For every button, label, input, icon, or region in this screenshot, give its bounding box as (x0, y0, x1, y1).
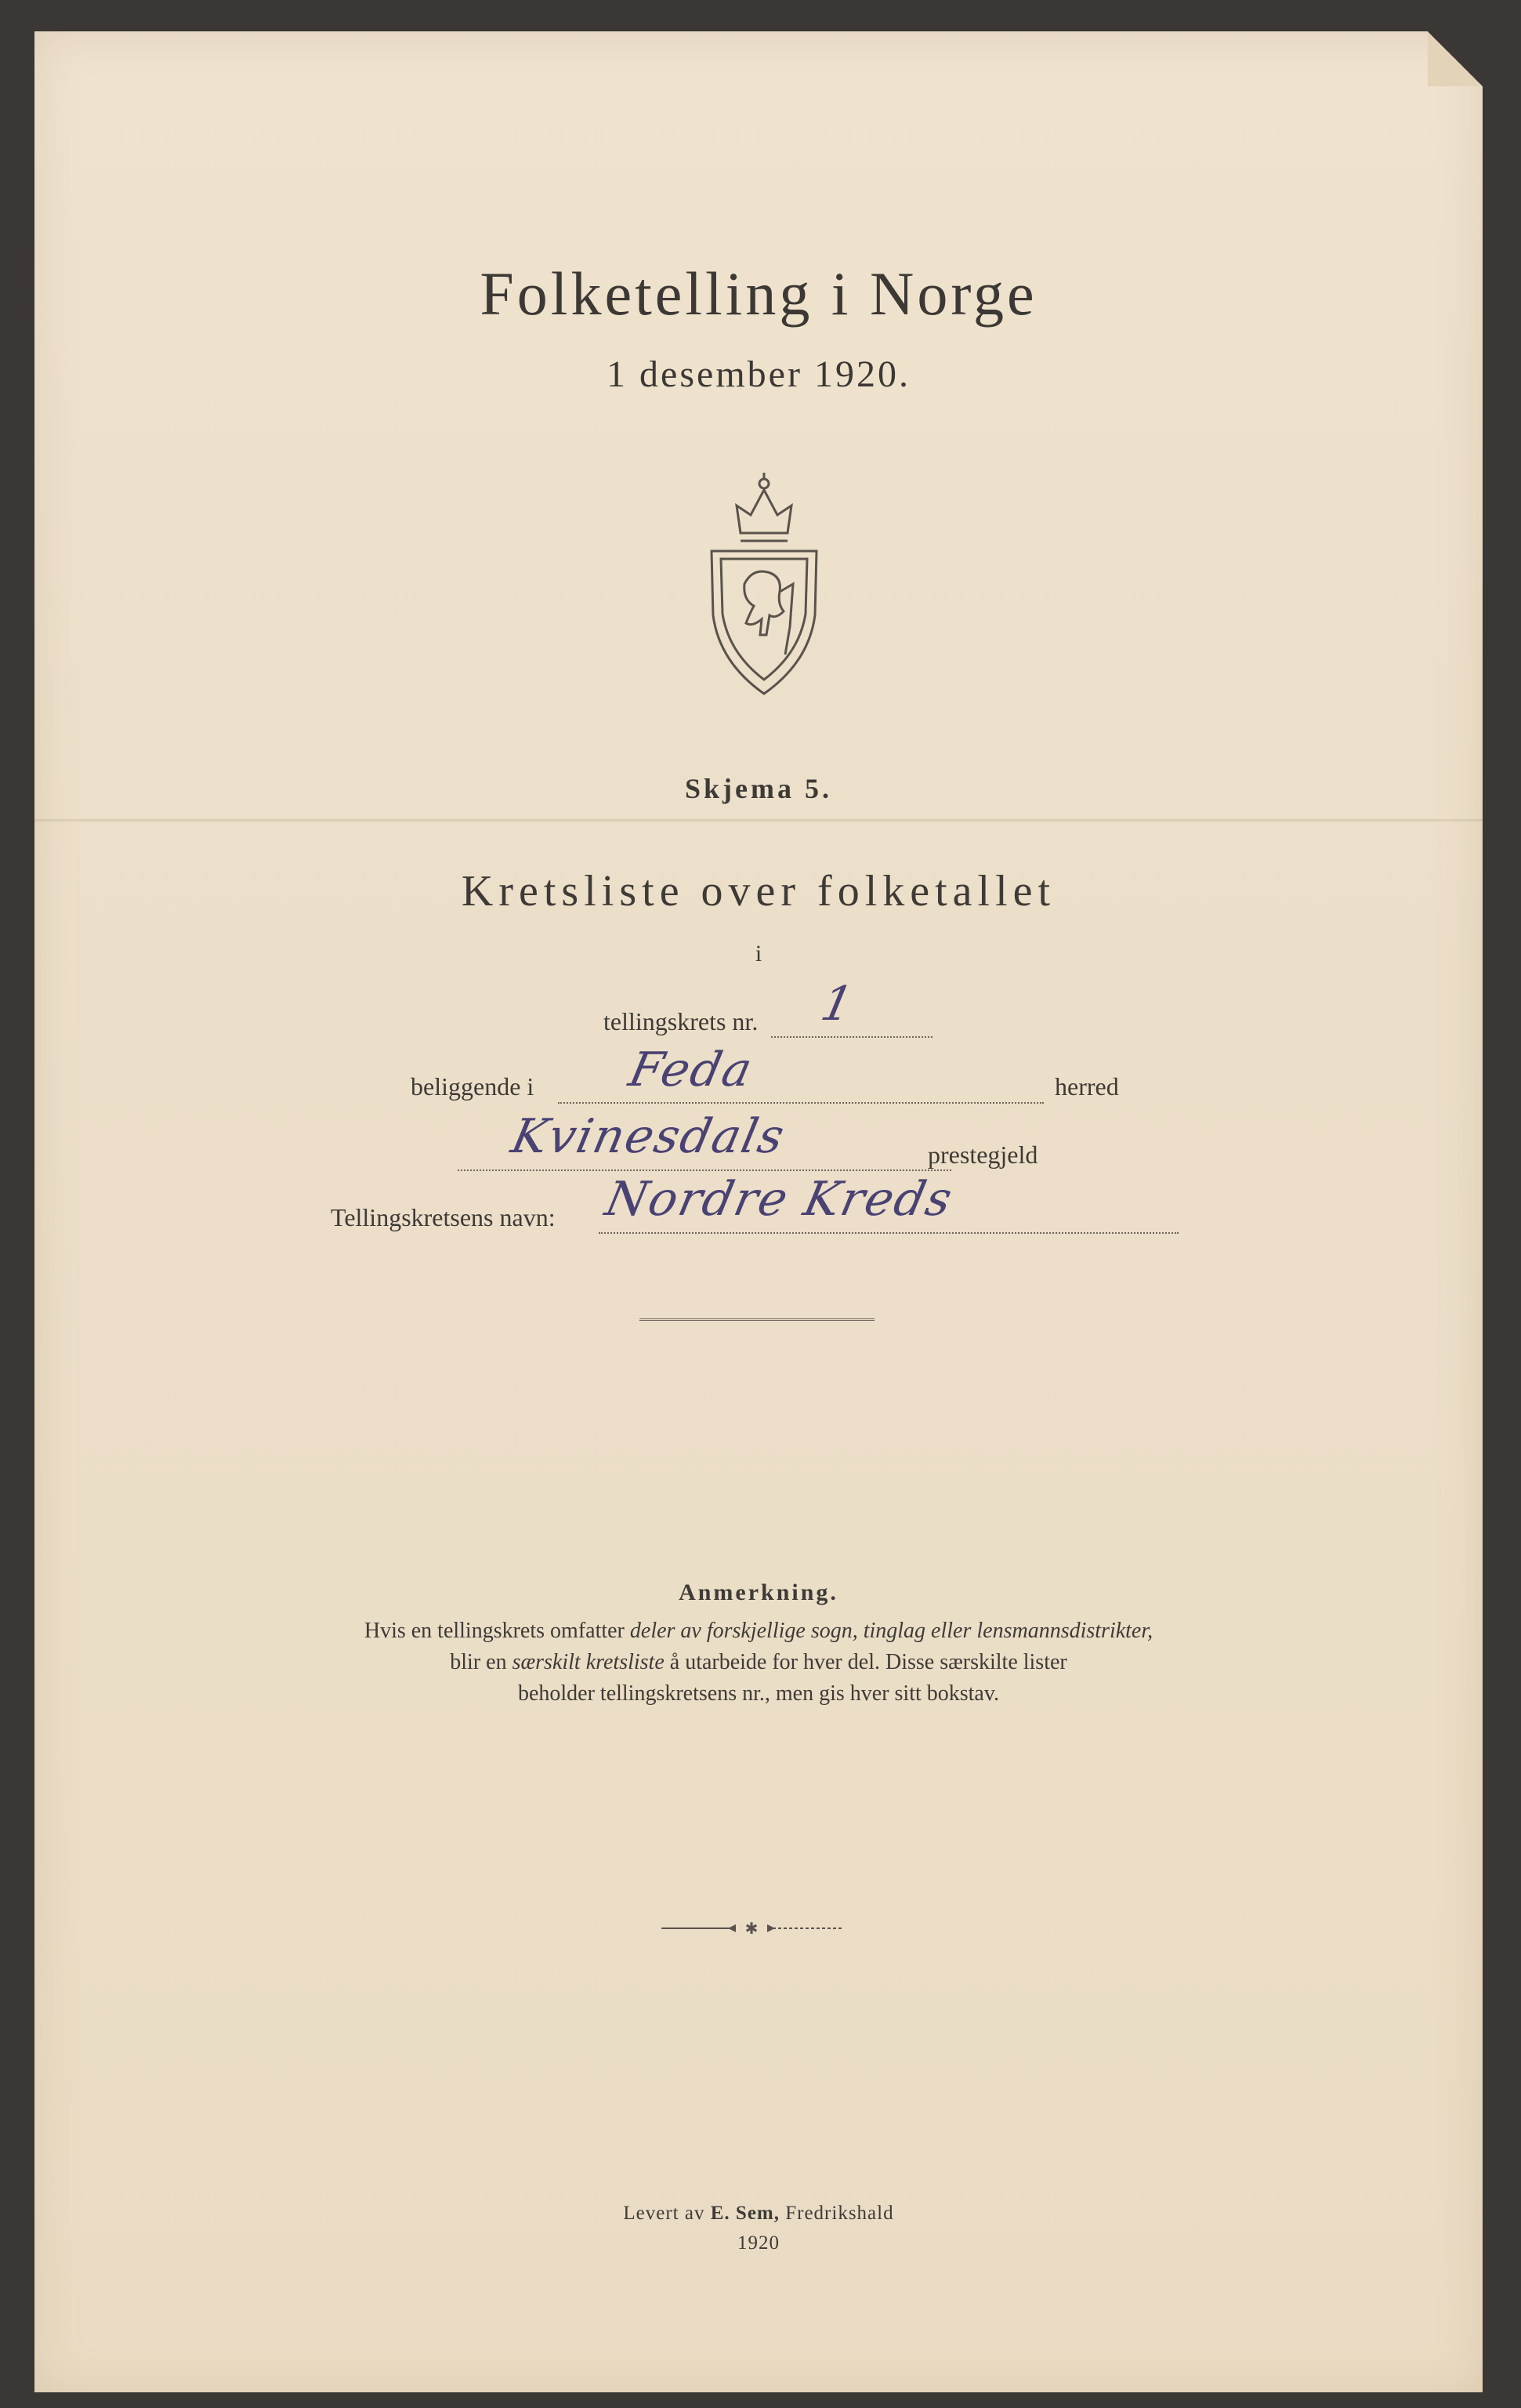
note-line-2 (34, 1652, 1483, 1674)
svg-text:✱: ✱ (744, 1920, 759, 1936)
herred-value: Feda (624, 1043, 759, 1097)
prestegjeld-label: prestegjeld (928, 1141, 1038, 1169)
note-line-3: beholder tellingskretsens nr., men gis hver sitt bokstav. (517, 1681, 1000, 1706)
census-form-page (34, 31, 1483, 2392)
kretsnavn-value: Nordre Kreds (600, 1172, 958, 1227)
note-line-1-italic: deler av forskjellige sogn, tinglag eller lensmannsdistrikter, (629, 1619, 1153, 1643)
connector-i: i (755, 941, 762, 966)
printer-place: Fredrikshald (779, 2203, 894, 2224)
tellingskrets-line (771, 1036, 933, 1038)
note-line-1 (34, 1620, 1483, 1642)
section-divider (639, 1318, 875, 1321)
beliggende-label: beliggende i (411, 1072, 534, 1101)
form-heading: Kretsliste over folketallet (461, 867, 1056, 916)
folded-corner (1428, 31, 1483, 86)
printer-year: 1920 (737, 2232, 780, 2254)
herred-label: herred (1055, 1072, 1119, 1101)
note-line-2-text-c: å utarbeide for hver del. Disse særskilte lister (664, 1650, 1067, 1674)
note-title: Anmerkning. (679, 1579, 838, 1605)
document-date: 1 desember 1920. (607, 354, 911, 395)
kretsnavn-line (599, 1232, 1179, 1234)
herred-line (558, 1102, 1044, 1104)
kretsnavn-label: Tellingskretsens navn: (331, 1203, 556, 1231)
paper-fold-line (34, 819, 1483, 821)
ornament-divider-icon (661, 1920, 842, 1936)
prestegjeld-value: Kvinesdals (506, 1109, 791, 1164)
tellingskrets-value: 1 (816, 977, 860, 1032)
note-line-2-text-a: blir en (450, 1650, 512, 1674)
norway-coat-of-arms-icon (705, 466, 823, 702)
note-line-2-italic: særskilt kretsliste (512, 1650, 665, 1674)
printer-name: E. Sem, (710, 2203, 780, 2224)
printer-line (34, 2203, 1483, 2225)
prestegjeld-line (458, 1170, 951, 1171)
document-title: Folketelling i Norge (480, 259, 1038, 328)
note-line-1-text: Hvis en tellingskrets omfatter (364, 1619, 630, 1643)
schema-number: Skjema 5. (685, 773, 832, 804)
tellingskrets-label: tellingskrets nr. (603, 1007, 759, 1035)
printer-prefix: Levert av (623, 2203, 711, 2224)
